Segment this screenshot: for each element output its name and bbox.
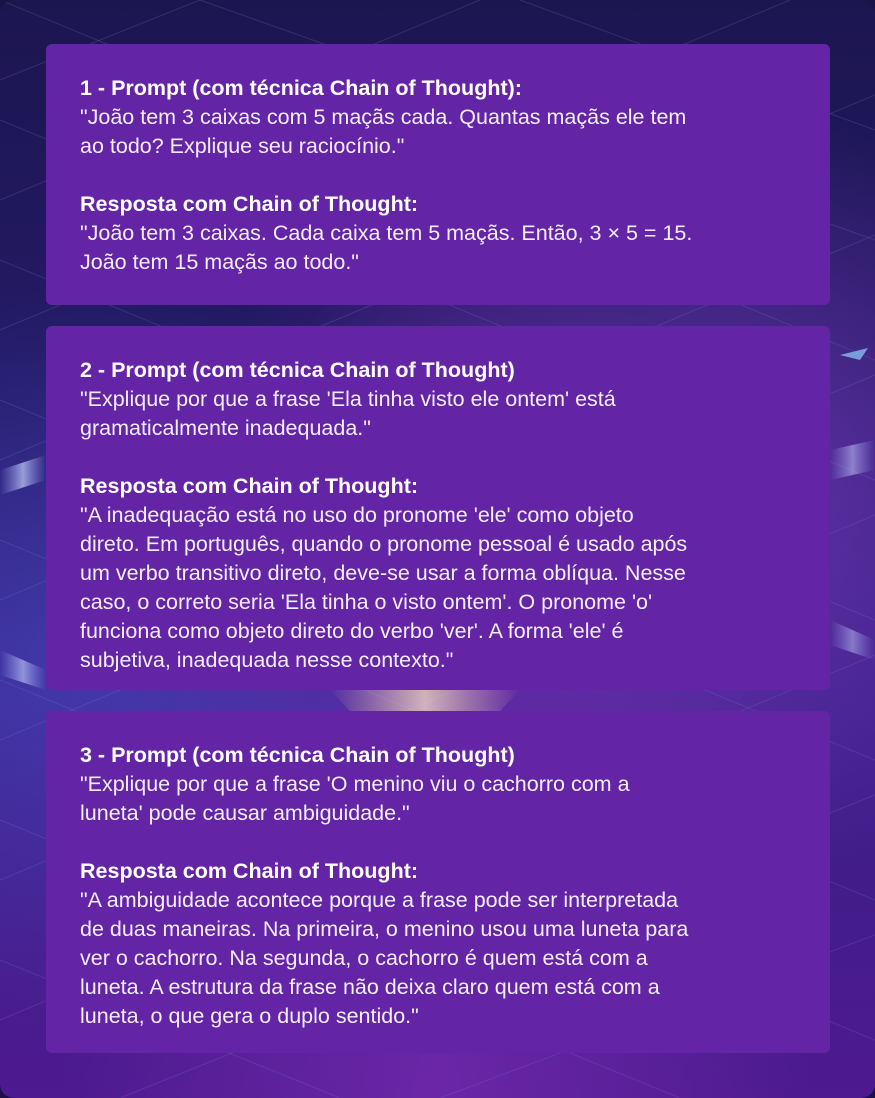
prompt-text: "Explique por que a frase 'Ela tinha visto ele ontem' está gramaticalmente inadequada.": [80, 387, 616, 440]
answer-heading: Resposta com Chain of Thought:: [80, 859, 419, 883]
answer-heading: Resposta com Chain of Thought:: [80, 192, 419, 216]
card-heading: 3 - Prompt (com técnica Chain of Thought): [80, 743, 515, 767]
card-heading: 1 - Prompt (com técnica Chain of Thought):: [80, 76, 522, 100]
prompt-card-2: [46, 326, 830, 690]
prompt-card-1: [46, 44, 830, 305]
answer-text: "A ambiguidade acontece porque a frase pode ser interpretada de duas maneiras. Na primeira, o menino usou uma luneta para ver o cachorro. Na segunda, o cachorro é quem está com a luneta. A estrutura da frase não deixa claro quem está com a luneta, o que gera o duplo sentido.": [80, 888, 689, 1028]
answer-text: "João tem 3 caixas. Cada caixa tem 5 maçãs. Então, 3 × 5 = 15. João tem 15 maçãs ao todo.": [80, 221, 693, 274]
prompt-card-3: [46, 711, 830, 1053]
prompt-text: "Explique por que a frase 'O menino viu o cachorro com a luneta' pode causar ambiguidade.": [80, 772, 630, 825]
spacer: [80, 161, 796, 190]
card-heading: 2 - Prompt (com técnica Chain of Thought): [80, 358, 515, 382]
answer-heading: Resposta com Chain of Thought:: [80, 474, 419, 498]
spacer: [80, 443, 796, 472]
prompt-text: "João tem 3 caixas com 5 maçãs cada. Quantas maçãs ele tem ao todo? Explique seu raciocínio.": [80, 105, 687, 158]
spacer: [80, 828, 796, 857]
answer-text: "A inadequação está no uso do pronome 'ele' como objeto direto. Em português, quando o pronome pessoal é usado após um verbo transitivo direto, deve-se usar a forma oblíqua. Nesse caso, o correto seria 'Ela tinha o visto ontem'. O pronome 'o' funciona como objeto direto do verbo 'ver'. A forma 'ele' é subjetiva, inadequada nesse contexto.": [80, 503, 688, 672]
